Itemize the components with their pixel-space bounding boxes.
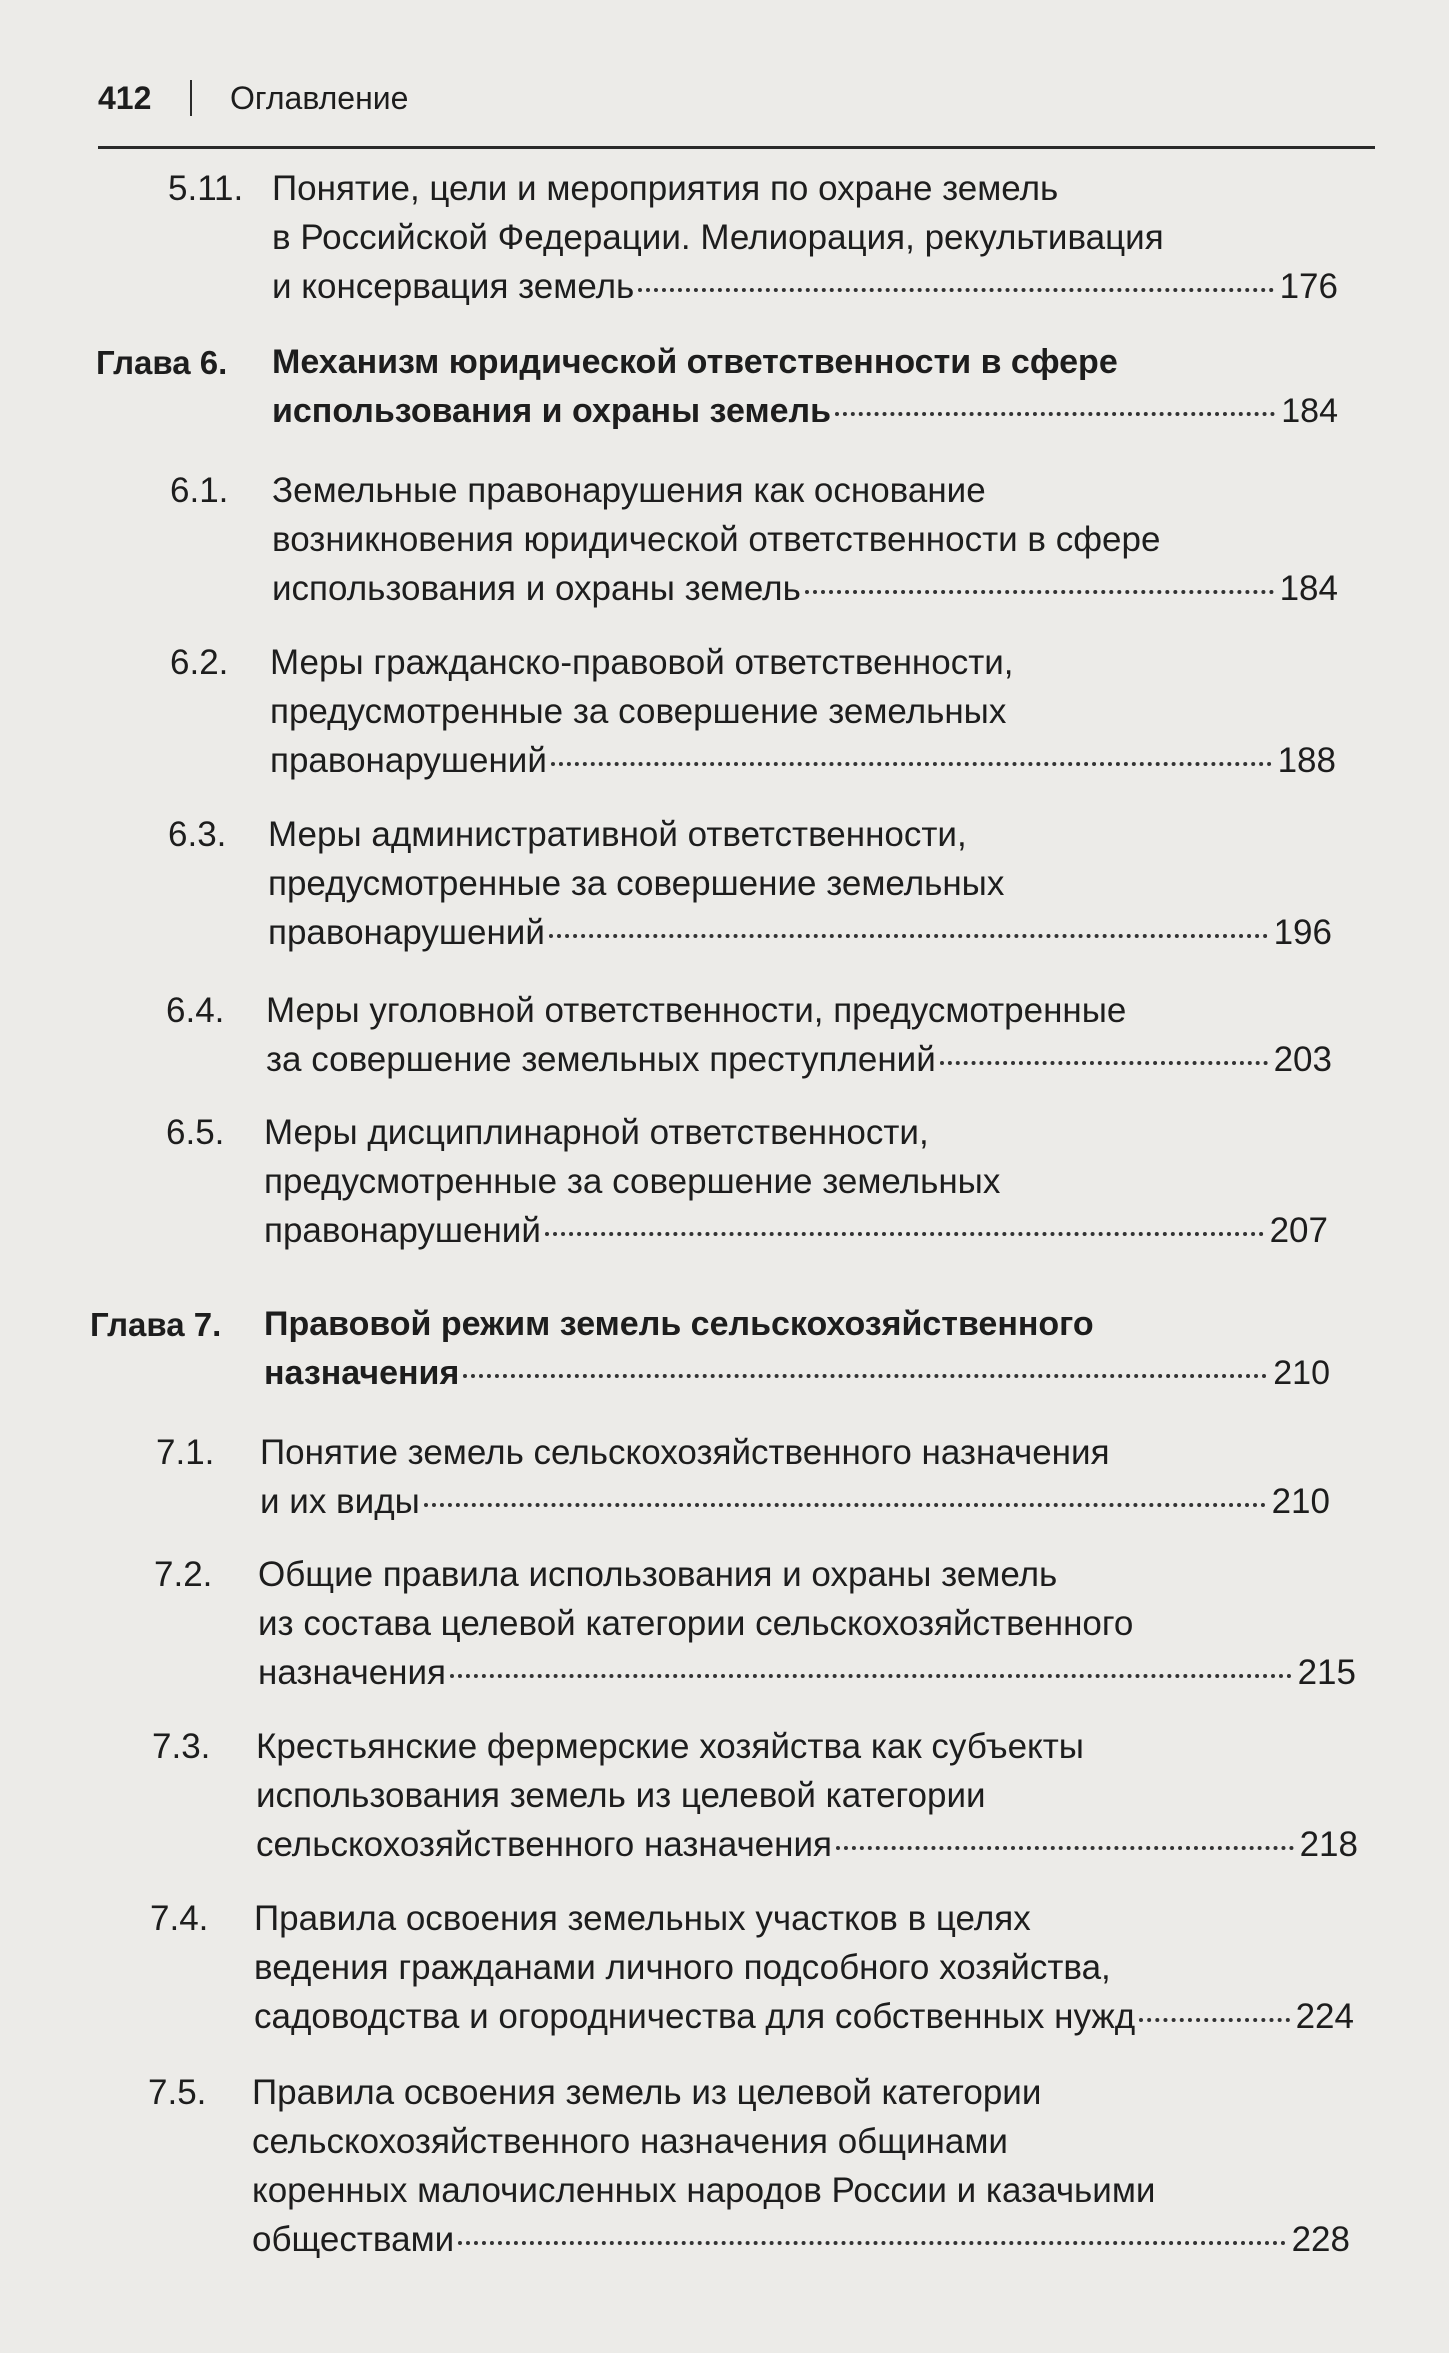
entry-body [256,1722,1358,1869]
entry-body [272,338,1338,436]
dot-leader [551,762,1272,766]
entry-line: Меры административной ответственности, [268,815,967,854]
entry-line: назначения [258,1653,447,1692]
entry-page-number: 188 [1277,741,1336,780]
entry-line: правонарушений [268,913,545,952]
entry-last-line [266,1035,1332,1084]
entry-number: 7.2. [154,1555,213,1594]
entry-number: 6.1. [170,471,229,510]
entry-page-number: 224 [1295,1997,1354,2036]
entry-last-line [268,908,1332,957]
entry-number: 7.5. [148,2073,207,2112]
entry-body [264,1300,1330,1398]
entry-line: правонарушений [264,1211,541,1250]
dot-leader [638,288,1273,292]
dot-leader [836,1846,1294,1850]
header-title: Оглавление [230,80,409,116]
entry-last-line [272,387,1338,436]
entry-line: использования земель из целевой категории [256,1776,986,1815]
entry-line: предусмотренные за совершение земельных [264,1162,1001,1201]
entry-body [252,2068,1350,2264]
entry-page-number: 184 [1279,569,1338,608]
entry-page-number: 203 [1273,1040,1332,1079]
entry-page-number: 196 [1273,913,1332,952]
entry-line: и консервация земель [272,267,635,306]
entry-line: за совершение земельных преступлений [266,1040,936,1079]
entry-line: сельскохозяйственного назначения общинами [252,2122,1008,2161]
entry-line: в Российской Федерации. Мелиорация, рекультивация [272,218,1164,257]
entry-number: 6.2. [170,643,229,682]
entry-body [264,1108,1328,1255]
entry-body [258,1550,1356,1697]
dot-leader [835,412,1275,416]
entry-body [268,810,1332,957]
entry-body [270,638,1336,785]
entry-number: 7.3. [152,1727,211,1766]
entry-line: Понятие земель сельскохозяйственного назначения [260,1433,1110,1472]
entry-line: правонарушений [270,741,547,780]
entry-page-number: 210 [1273,1354,1330,1392]
entry-number: 6.3. [168,815,227,854]
entry-line: предусмотренные за совершение земельных [268,864,1005,903]
chapter-number: Глава 7. [90,1306,222,1343]
dot-leader [463,1374,1267,1378]
entry-line: сельскохозяйственного назначения [256,1825,832,1864]
dot-leader [805,590,1274,594]
entry-last-line [264,1206,1328,1255]
dot-leader [549,934,1268,938]
dot-leader [450,1674,1292,1678]
dot-leader [545,1232,1264,1236]
entry-line: Общие правила использования и охраны земель [258,1555,1058,1594]
entry-line: использования и охраны земель [272,569,801,608]
page-number: 412 [98,80,152,116]
entry-line: из состава целевой категории сельскохозяйственного [258,1604,1134,1643]
entry-line: возникновения юридической ответственности в сфере [272,520,1161,559]
entry-line: Правовой режим земель сельскохозяйственного [264,1305,1094,1343]
entry-body [272,164,1338,311]
entry-body [266,986,1332,1084]
entry-number: 6.4. [166,991,225,1030]
entry-page-number: 207 [1269,1211,1328,1250]
entry-last-line [272,262,1338,311]
entry-last-line [258,1648,1356,1697]
entry-number: 6.5. [166,1113,225,1152]
entry-line: Крестьянские фермерские хозяйства как субъекты [256,1727,1084,1766]
entry-last-line [260,1477,1330,1526]
entry-page-number: 176 [1279,267,1338,306]
entry-body [254,1894,1354,2041]
entry-line: предусмотренные за совершение земельных [270,692,1007,731]
entry-number: 7.4. [150,1899,209,1938]
dot-leader [424,1503,1266,1507]
dot-leader [458,2241,1285,2245]
entry-page-number: 218 [1299,1825,1358,1864]
dot-leader [940,1061,1268,1065]
entry-last-line [270,736,1336,785]
entry-line: Земельные правонарушения как основание [272,471,986,510]
entry-last-line [264,1349,1330,1398]
entry-number: 7.1. [156,1433,215,1472]
entry-body [260,1428,1330,1526]
entry-last-line [254,1992,1354,2041]
entry-last-line [272,564,1338,613]
entry-line: обществами [252,2220,455,2259]
entry-body [272,466,1338,613]
entry-line: садоводства и огородничества для собственных нужд [254,1997,1136,2036]
entry-last-line [256,1820,1358,1869]
entry-line: Меры дисциплинарной ответственности, [264,1113,929,1152]
entry-page-number: 215 [1297,1653,1356,1692]
entry-line: коренных малочисленных народов России и казачьими [252,2171,1156,2210]
entry-last-line [252,2215,1350,2264]
entry-line: ведения гражданами личного подсобного хозяйства, [254,1948,1111,1987]
entry-line: использования и охраны земель [272,392,832,430]
entry-line: Правила освоения земельных участков в целях [254,1899,1031,1938]
entry-number: 5.11. [168,169,244,208]
entry-line: Меры гражданско-правовой ответственности, [270,643,1014,682]
entry-line: назначения [264,1354,460,1392]
entry-line: и их виды [260,1482,420,1521]
entry-line: Механизм юридической ответственности в сфере [272,343,1118,381]
chapter-number: Глава 6. [96,344,228,381]
entry-line: Правила освоения земель из целевой категории [252,2073,1042,2112]
dot-leader [1139,2018,1289,2022]
entry-line: Меры уголовной ответственности, предусмотренные [266,991,1127,1030]
entry-page-number: 228 [1291,2220,1350,2259]
entry-page-number: 210 [1271,1482,1330,1521]
entry-page-number: 184 [1281,392,1338,430]
entry-line: Понятие, цели и мероприятия по охране земель [272,169,1059,208]
